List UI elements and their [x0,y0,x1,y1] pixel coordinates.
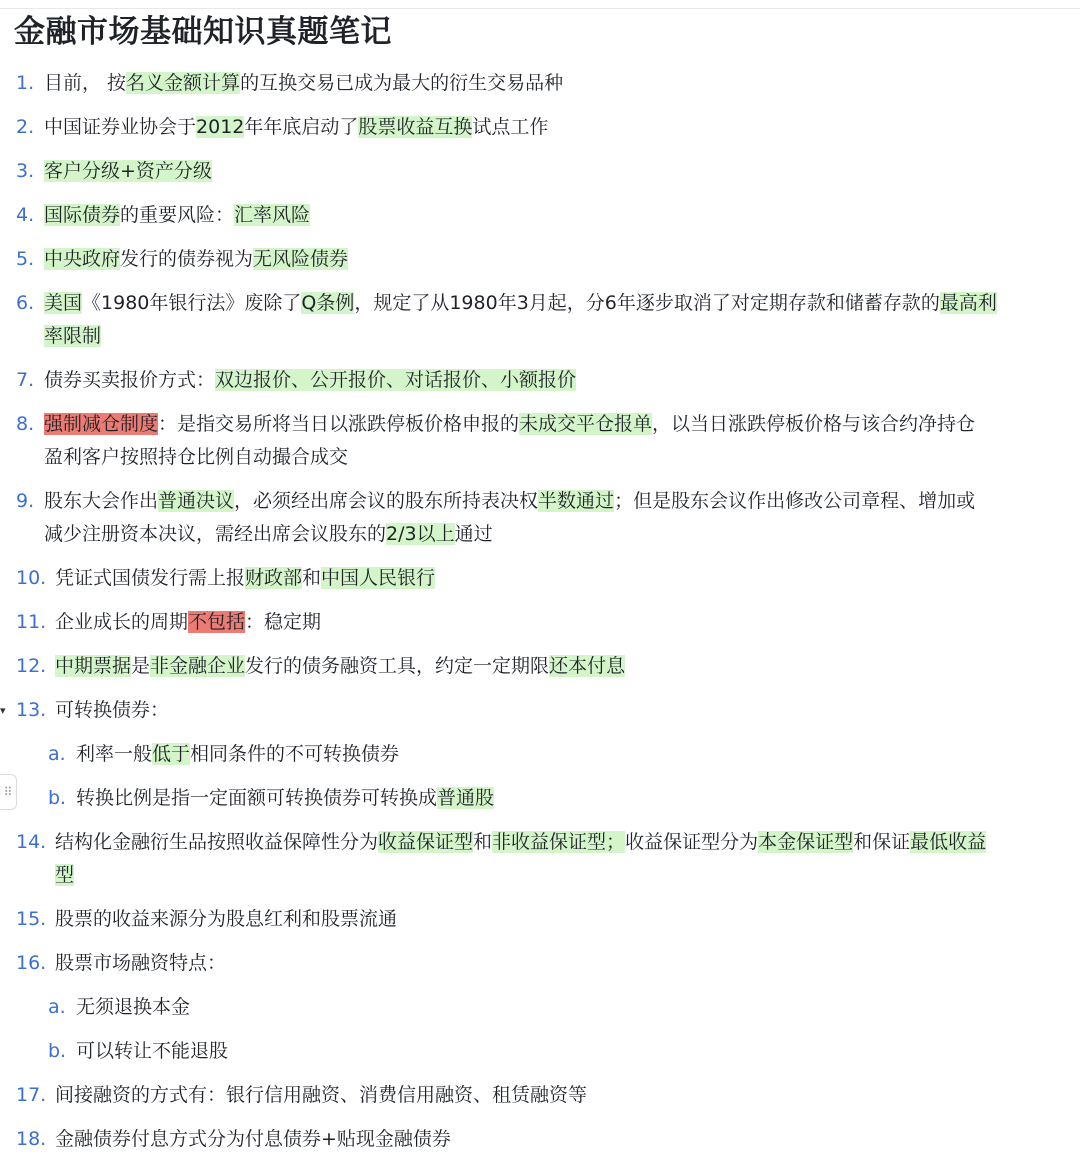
list-number: 17. [16,1084,47,1106]
list-letter: a. [48,996,66,1018]
list-text-wrap: 率限制 [44,325,102,347]
list-text: 美国《1980年银行法》废除了Q条例，规定了从1980年3月起，分6年逐步取消了对定期存款和储蓄存款的最高利 [44,292,997,314]
list-text: 强制减仓制度：是指交易所将当日以涨跌停板价格申报的未成交平仓报单，以当日涨跌停板价格与该合约净持仓 [44,413,976,435]
list-text-wrap: 减少注册资本决议，需经出席会议股东的2/3以上通过 [44,523,493,545]
list-text-wrap: 型 [55,864,75,886]
list-letter: b. [48,1040,67,1062]
top-divider [0,8,1080,9]
page-title: 金融市场基础知识真题笔记 [14,14,392,50]
list-text-wrap: 盈利客户按照持仓比例自动撮合成交 [44,446,349,468]
list-number: 1. [16,72,35,94]
list-text: 股票的收益来源分为股息红利和股票流通 [55,908,398,930]
list-text: 债券买卖报价方式：双边报价、公开报价、对话报价、小额报价 [44,369,577,391]
list-text: 股东大会作出普通决议，必须经出席会议的股东所持表决权半数通过；但是股东会议作出修改公司章程、增加或 [44,490,976,512]
list-number: 10. [16,567,47,589]
list-letter: a. [48,743,66,765]
collapse-caret-icon[interactable]: ▾ [0,704,6,717]
list-text: 转换比例是指一定面额可转换债券可转换成普通股 [76,787,495,809]
list-number: 9. [16,490,35,512]
list-number: 13. [16,699,47,721]
drag-handle-icon[interactable]: ⠿ [0,774,17,810]
list-number: 3. [16,160,35,182]
list-text: 可以转让不能退股 [76,1040,229,1062]
list-text: 中期票据是非金融企业发行的债务融资工具，约定一定期限还本付息 [55,655,626,677]
list-text: 可转换债券： [55,699,170,721]
list-text: 股票市场融资特点： [55,952,227,974]
list-text: 无须退换本金 [76,996,191,1018]
list-number: 5. [16,248,35,270]
list-text: 客户分级+资产分级 [44,160,212,182]
list-number: 12. [16,655,47,677]
list-text: 中央政府发行的债券视为无风险债券 [44,248,349,270]
list-number: 14. [16,831,47,853]
list-number: 15. [16,908,47,930]
list-number: 18. [16,1128,47,1150]
list-number: 4. [16,204,35,226]
list-text: 间接融资的方式有：银行信用融资、消费信用融资、租赁融资等 [55,1084,588,1106]
list-text: 凭证式国债发行需上报财政部和中国人民银行 [55,567,436,589]
list-text: 结构化金融衍生品按照收益保障性分为收益保证型和非收益保证型；收益保证型分为本金保证型和保证最低收益 [55,831,987,853]
list-text: 目前， 按名义金额计算的互换交易已成为最大的衍生交易品种 [44,72,564,94]
list-text: 中国证券业协会于2012年年底启动了股票收益互换试点工作 [44,116,549,138]
list-number: 8. [16,413,35,435]
list-number: 7. [16,369,35,391]
list-text: 企业成长的周期不包括：稳定期 [55,611,322,633]
list-number: 2. [16,116,35,138]
list-number: 6. [16,292,35,314]
list-letter: b. [48,787,67,809]
list-number: 11. [16,611,47,633]
list-text: 金融债券付息方式分为付息债券+贴现金融债券 [55,1128,451,1150]
list-number: 16. [16,952,47,974]
list-text: 利率一般低于相同条件的不可转换债券 [76,743,400,765]
list-text: 国际债券的重要风险：汇率风险 [44,204,311,226]
